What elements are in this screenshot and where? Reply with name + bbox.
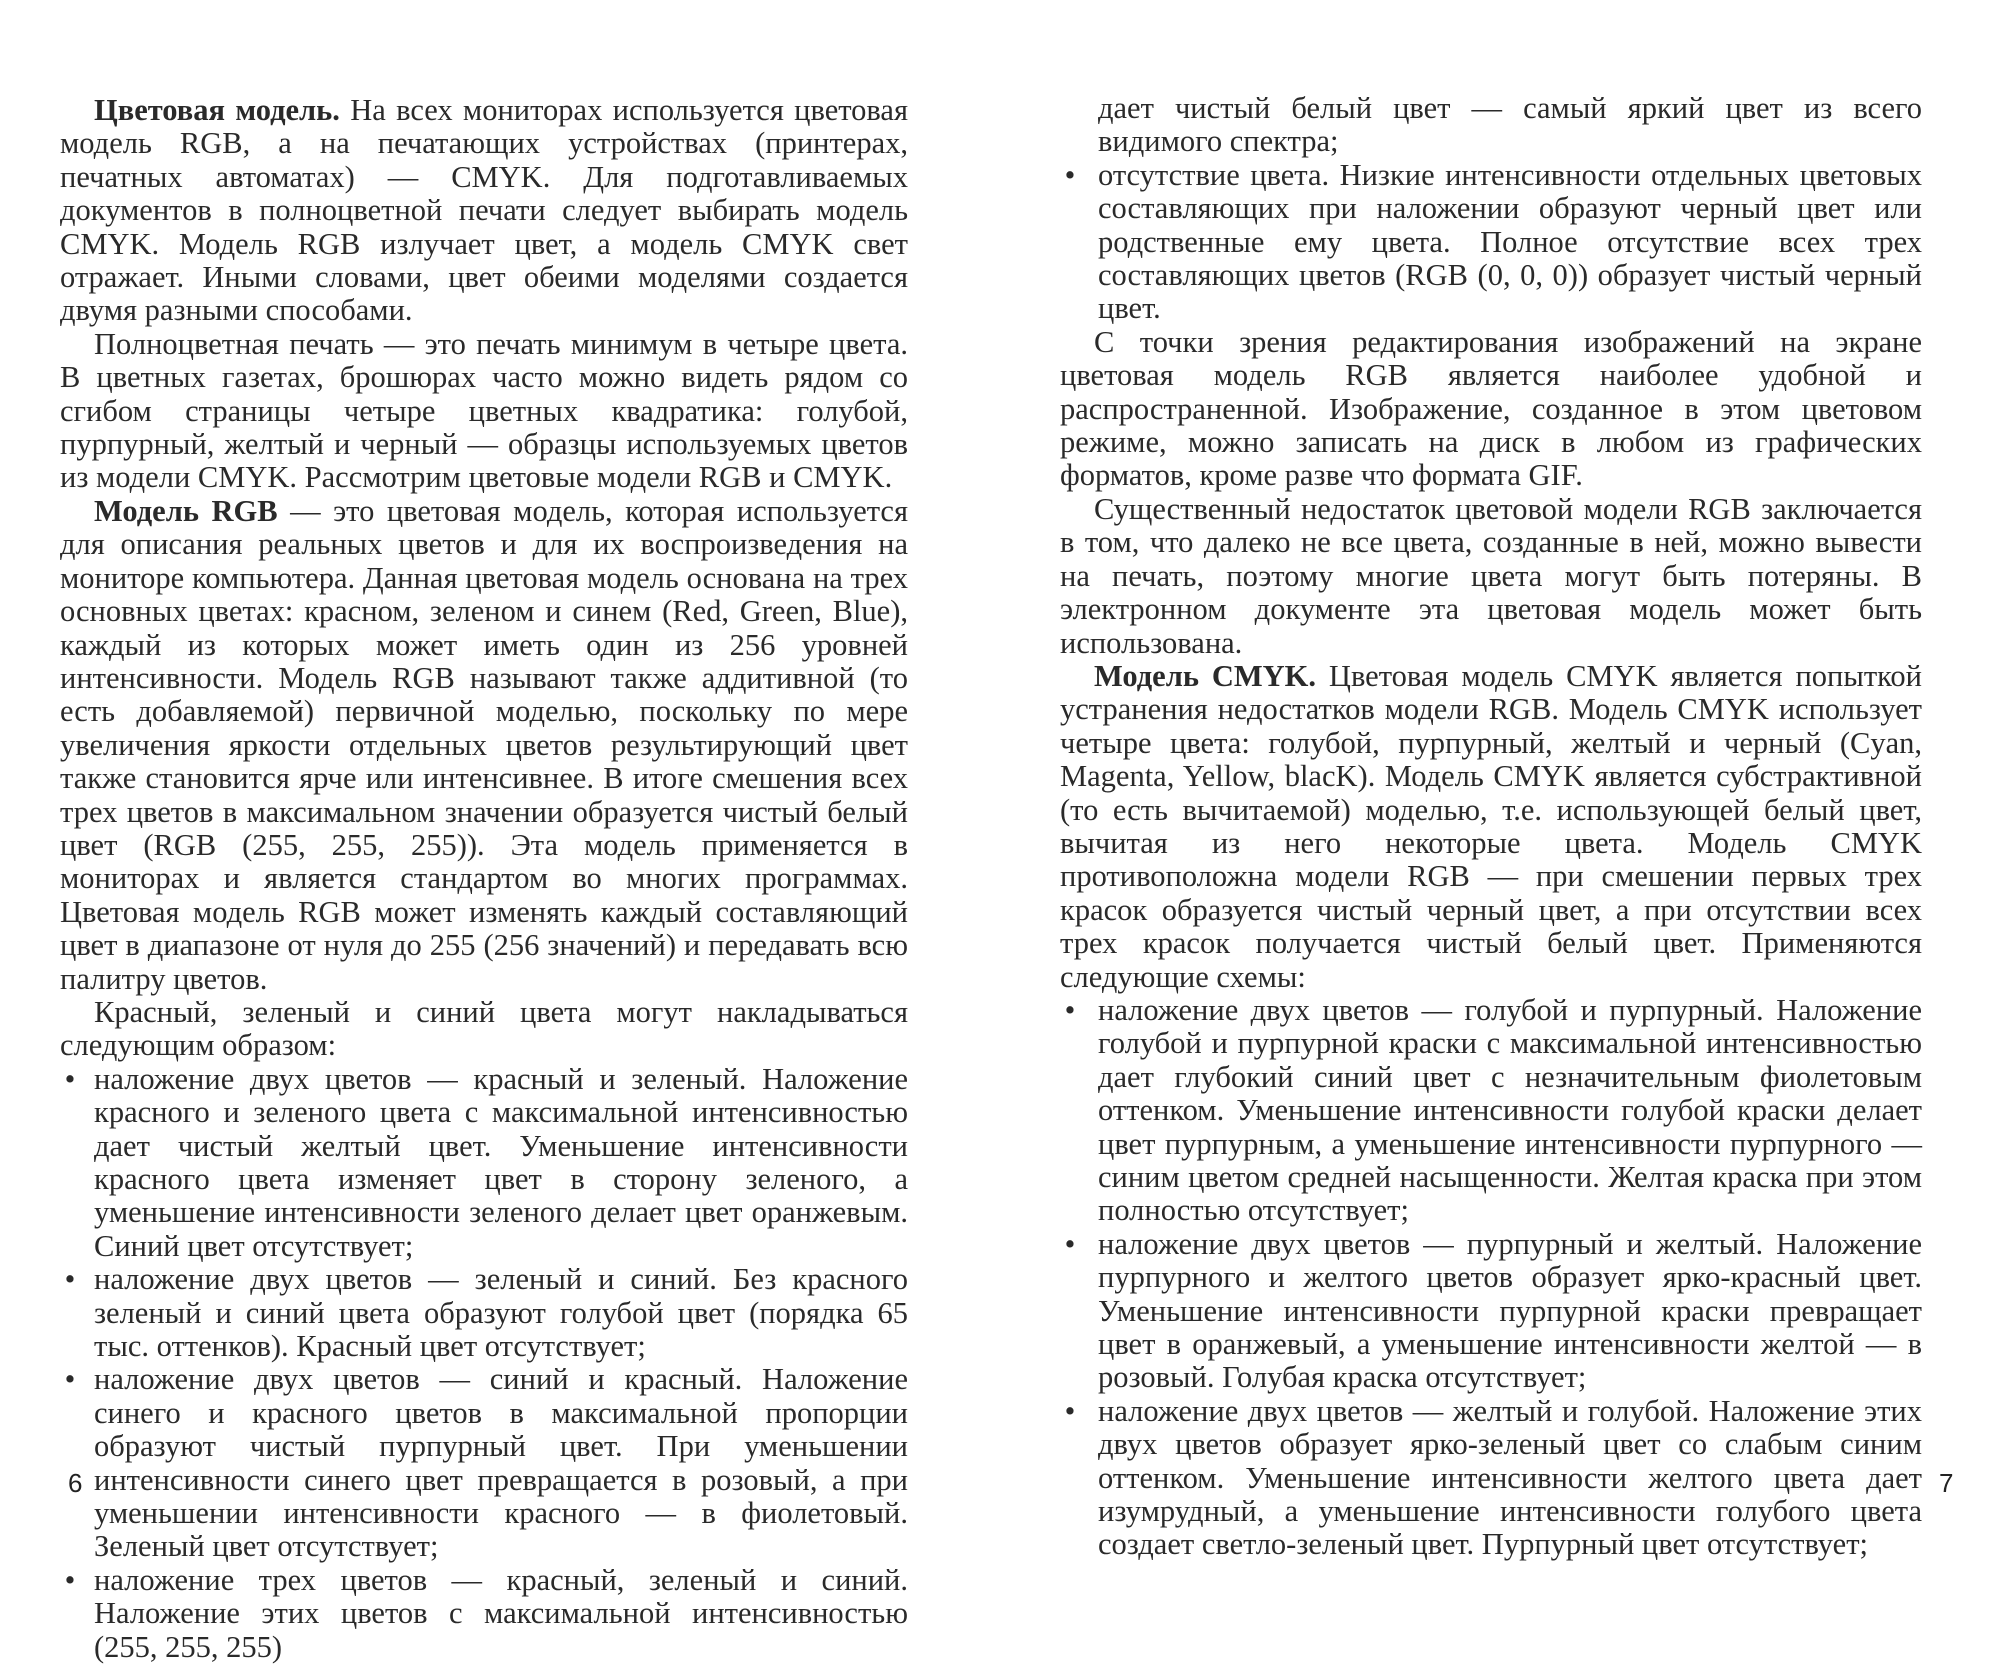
- list-item: [1060, 1395, 1922, 1562]
- left-text-column: [60, 94, 908, 1664]
- list-item-text: наложение двух цветов — пурпурный и желтый. Наложение пурпурного и желтого цветов образует ярко-красный цвет. Уменьшение интенсивности пурпурной краски превращает цвет в оранжевый, а уменьшение интенсивности желтой — в розовый. Голубая краска отсутствует;: [1098, 1226, 1922, 1395]
- paragraph-text: Цветовая модель CMYK является попыткой устранения недостатков модели RGB. Модель CMYK использует четыре цвета: голубой, пурпурный, желтый и черный (Cyan, Magenta, Yellow, blacK). Модель CMYK является субстрактивной (то есть вычитаемой) моделью, т.е. использующей белый цвет, вычитая из него некоторые цвета. Модель CMYK противоположна модели RGB — при смешении первых трех красок образуется чистый черный цвет, а при отсутствии всех трех красок получается чистый белый цвет. Применяются следующие схемы:: [1060, 658, 1922, 994]
- bullet-marker: •: [64, 1262, 76, 1297]
- paragraph-overlay-intro: Красный, зеленый и синий цвета могут накладываться следующим образом:: [60, 994, 908, 1063]
- list-item-text: дает чистый белый цвет — самый яркий цвет из всего видимого спектра;: [1098, 91, 1922, 159]
- list-item-text: наложение двух цветов — голубой и пурпурный. Наложение голубой и пурпурной краски с максимальной интенсивностью дает глубокий синий цвет с незначительным фиолетовым оттенком. Уменьшение интенсивности голубой краски делает цвет пурпурным, а уменьшение интенсивности пурпурного — синим цветом средней насыщенности. Желтая краска при этом полностью отсутствует;: [1098, 992, 1922, 1228]
- bullet-marker: •: [1064, 1226, 1076, 1261]
- list-item-continuation: [1060, 92, 1922, 159]
- bullet-marker: •: [1064, 992, 1076, 1027]
- list-item-text: отсутствие цвета. Низкие интенсивности отдельных цветовых составляющих при наложении образуют черный цвет или родственные ему цвета. Полное отсутствие всех трех составляющих цветов (RGB (0, 0, 0)) образует чистый черный цвет.: [1098, 157, 1922, 326]
- bullet-marker: •: [64, 1362, 76, 1397]
- list-item-text: наложение двух цветов — желтый и голубой. Наложение этих двух цветов образует ярко-зеленый цвет со слабым синим оттенком. Уменьшение интенсивности желтого цвета дает изумрудный, а уменьшение интенсивности голубого цвета создает светло-зеленый цвет. Пурпурный цвет отсутствует;: [1098, 1393, 1922, 1562]
- bullet-marker: •: [1064, 1393, 1076, 1428]
- list-item-text: наложение двух цветов — красный и зеленый. Наложение красного и зеленого цвета с максимальной интенсивностью дает чистый желтый цвет. Уменьшение интенсивности красного цвета изменяет цвет в сторону зеленого, а уменьшение интенсивности зеленого делает цвет оранжевым. Синий цвет отсутствует;: [94, 1061, 908, 1263]
- heading-cmyk-model: Модель CMYK.: [1094, 658, 1317, 693]
- list-item: [60, 1564, 908, 1664]
- bullet-marker: •: [64, 1562, 76, 1597]
- list-item-text: наложение двух цветов — синий и красный. Наложение синего и красного цветов в максимальной пропорции образуют чистый пурпурный цвет. При уменьшении интенсивности синего цвет превращается в розовый, а при уменьшении интенсивности красного — в фиолетовый. Зеленый цвет отсутствует;: [94, 1362, 908, 1564]
- list-item: [1060, 994, 1922, 1228]
- right-page: [1000, 0, 2000, 1562]
- right-text-column: [1060, 92, 1922, 1562]
- paragraph-rgb-drawback: Существенный недостаток цветовой модели RGB заключается в том, что далеко не все цвета, созданные в ней, можно вывести на печать, поэтому многие цвета могут быть потеряны. В электронном документе эта цветовая модель может быть использована.: [1060, 491, 1922, 660]
- list-item: [1060, 159, 1922, 326]
- bullet-marker: •: [64, 1061, 76, 1096]
- paragraph-rgb-model: [60, 495, 908, 996]
- paragraph-cmyk-model: [1060, 660, 1922, 994]
- paragraph-text: — это цветовая модель, которая используется для описания реальных цветов и для их воспроизведения на мониторе компьютера. Данная цветовая модель основана на трех основных цветах: красном, зеленом и синем (Red, Green, Blue), каждый из которых может иметь один из 256 уровней интенсивности. Модель RGB называют также аддитивной (то есть добавляемой) первичной моделью, поскольку по мере увеличения яркости отдельных цветов результирующий цвет также становится ярче или интенсивнее. В итоге смешения всех трех цветов в максимальном значении образуется чистый белый цвет (RGB (255, 255, 255)). Эта модель применяется в мониторах и является стандартом во многих программах. Цветовая модель RGB может изменять каждый составляющий цвет в диапазоне от нуля до 255 (256 значений) и передавать всю палитру цветов.: [60, 493, 908, 996]
- list-item: [1060, 1228, 1922, 1395]
- page-number-left: 6: [68, 1468, 83, 1498]
- heading-color-model: Цветовая модель.: [94, 93, 340, 127]
- page-number-right: 7: [1939, 1468, 1954, 1498]
- cmyk-overlay-list: [1060, 994, 1922, 1562]
- paragraph-fullcolor-print: Полноцветная печать — это печать минимум в четыре цвета. В цветных газетах, брошюрах часто можно видеть рядом со сгибом страницы четыре цветных квадратика: голубой, пурпурный, желтый и черный — образцы используемых цветов из модели CMYK. Рассмотрим цветовые модели RGB и CMYK.: [60, 326, 908, 495]
- list-item-text: наложение трех цветов — красный, зеленый и синий. Наложение этих цветов с максимальной интенсивностью (255, 255, 255): [94, 1562, 908, 1664]
- list-item: [60, 1063, 908, 1263]
- paragraph-text: На всех мониторах используется цветовая модель RGB, а на печатающих устройствах (принтерах, печатных автоматах) — CMYK. Для подготавливаемых документов в полноцветной печати следует выбирать модель CMYK. Модель RGB излучает цвет, а модель CMYK свет отражает. Иными словами, цвет обеими моделями создается двумя разными способами.: [60, 93, 908, 328]
- paragraph-rgb-editing: С точки зрения редактирования изображений на экране цветовая модель RGB является наиболее удобной и распространенной. Изображение, созданное в этом цветовом режиме, можно записать на диск в любом из графических форматов, кроме разве что формата GIF.: [1060, 324, 1922, 493]
- list-item-text: наложение двух цветов — зеленый и синий. Без красного зеленый и синий цвета образуют голубой цвет (порядка 65 тыс. оттенков). Красный цвет отсутствует;: [94, 1262, 908, 1364]
- list-item: [60, 1363, 908, 1563]
- rgb-overlay-list: [60, 1063, 908, 1664]
- heading-rgb-model: Модель RGB: [94, 493, 278, 528]
- list-item: [60, 1263, 908, 1363]
- rgb-overlay-list-continued: [1060, 92, 1922, 326]
- paragraph-color-model: [60, 94, 908, 328]
- bullet-marker: •: [1064, 157, 1076, 192]
